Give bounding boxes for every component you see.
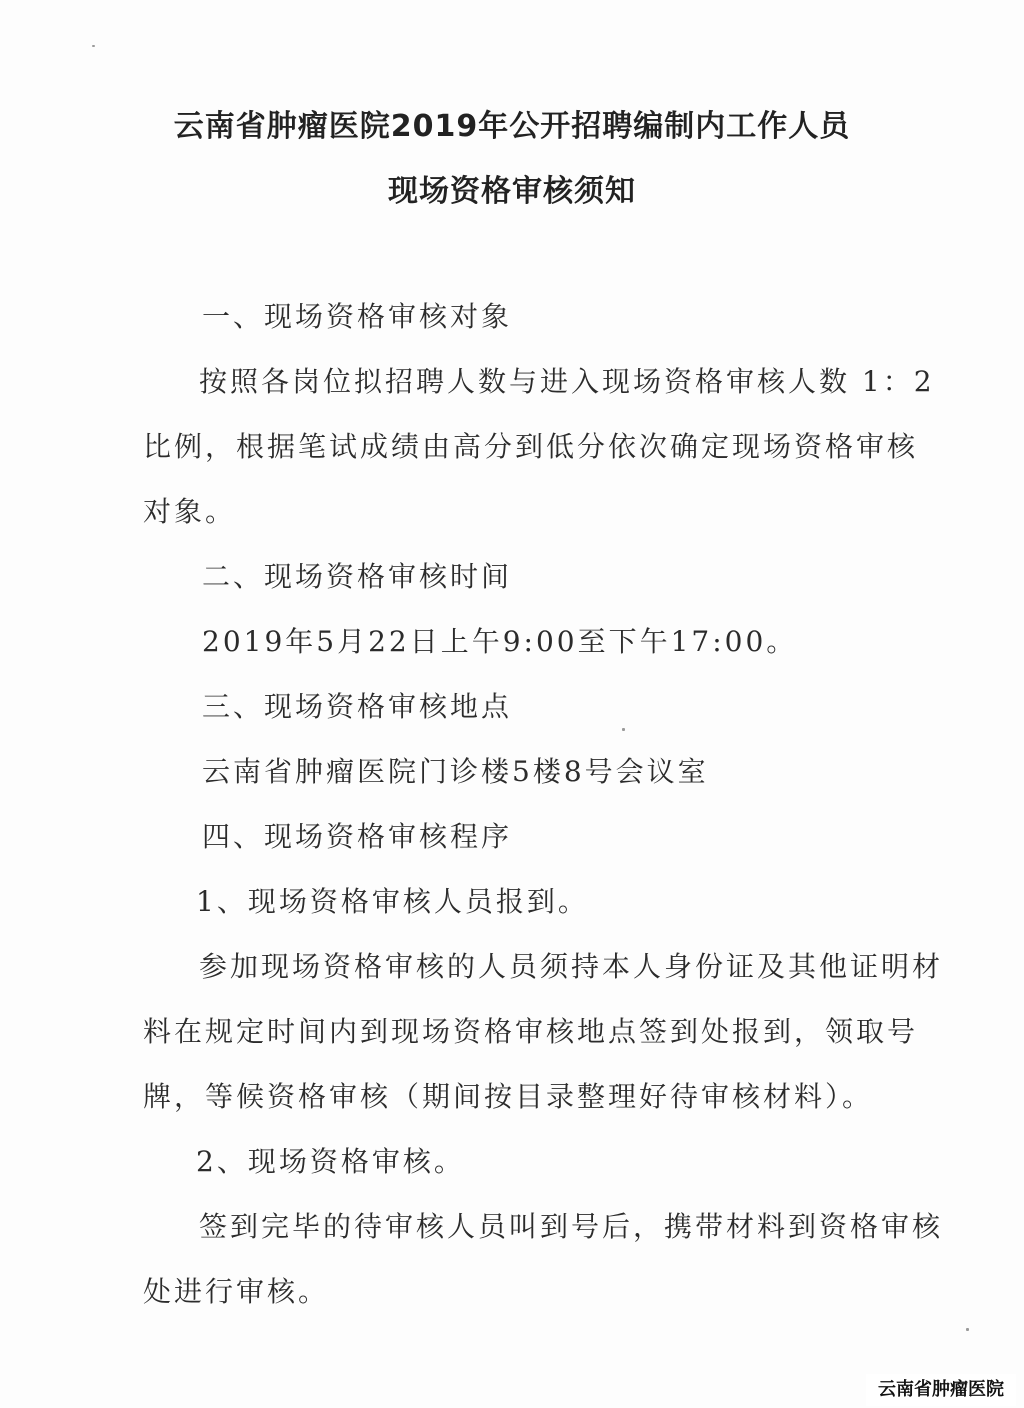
section-2-heading: 二、现场资格审核时间 bbox=[202, 560, 513, 593]
scan-speck bbox=[622, 728, 625, 731]
step-2-paragraph-line-2: 处进行审核。 bbox=[143, 1275, 330, 1308]
step-1-paragraph-line-1: 参加现场资格审核的人员须持本人身份证及其他证明材 bbox=[199, 950, 944, 983]
document-title-line-2: 现场资格审核须知 bbox=[388, 174, 636, 209]
section-1-paragraph-line-3: 对象。 bbox=[143, 495, 237, 528]
step-2-title: 2、现场资格审核。 bbox=[196, 1145, 465, 1178]
section-3-heading: 三、现场资格审核地点 bbox=[202, 690, 513, 723]
step-1-paragraph-line-3: 牌，等候资格审核（期间按目录整理好待审核材料）。 bbox=[143, 1080, 874, 1113]
source-watermark: 云南省肿瘤医院 bbox=[866, 1374, 1016, 1406]
document-title-line-1: 云南省肿瘤医院2019年公开招聘编制内工作人员 bbox=[173, 109, 851, 144]
section-1-heading: 一、现场资格审核对象 bbox=[202, 300, 513, 333]
section-1-paragraph-line-2: 比例，根据笔试成绩由高分到低分依次确定现场资格审核 bbox=[143, 430, 919, 463]
section-3-paragraph: 云南省肿瘤医院门诊楼5楼8号会议室 bbox=[202, 755, 709, 788]
section-4-heading: 四、现场资格审核程序 bbox=[202, 820, 513, 853]
section-2-paragraph: 2019年5月22日上午9:00至下午17:00。 bbox=[202, 625, 798, 658]
section-1-paragraph-line-1: 按照各岗位拟招聘人数与进入现场资格审核人数 1：2 bbox=[199, 365, 935, 398]
step-2-paragraph-line-1: 签到完毕的待审核人员叫到号后，携带材料到资格审核 bbox=[199, 1210, 944, 1243]
step-1-paragraph-line-2: 料在规定时间内到现场资格审核地点签到处报到，领取号 bbox=[143, 1015, 919, 1048]
scan-speck bbox=[92, 45, 95, 47]
step-1-title: 1、现场资格审核人员报到。 bbox=[196, 885, 589, 918]
scan-speck bbox=[966, 1328, 969, 1331]
